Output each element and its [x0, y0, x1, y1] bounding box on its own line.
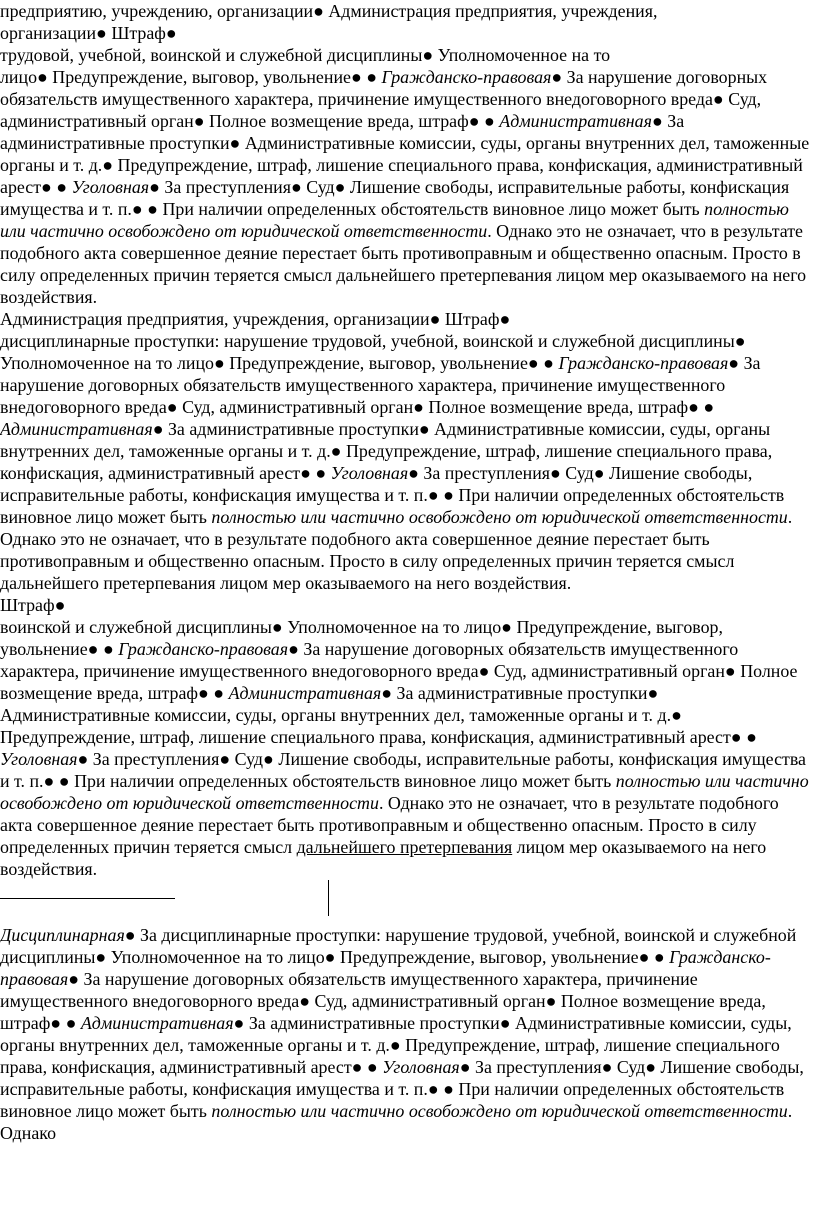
criminal-liability-term: Уголовная [382, 1057, 460, 1077]
civil-liability-term: Гражданско-правовая [118, 639, 289, 659]
paragraph-3-text: . Однако это не означает, что в результате подобного акта совершенное деяние перестает быть противоправным и общественно опасным. Просто в силу определенных причин теряется смысл [0, 793, 779, 857]
footnote-divider [0, 880, 812, 924]
paragraph-3-text: ● За административные проступки● Административные комиссии, суды, органы внутренних дел, таможенные органы и т. д.● Предупреждение, штраф, лишение специального права, конфискация, административный арест● ● [0, 683, 757, 747]
exemption-phrase: полностью или частично освобождено от юридической ответственности [0, 199, 789, 241]
paragraph-2-text: ● За нарушение договорных обязательств имущественного характера, причинение имущественного внедоговорного вреда● Суд, административный орган● Полное возмещение вреда, штраф● ● [0, 353, 761, 417]
paragraph-1-line-1: предприятию, учреждению, организации● Администрация предприятия, учреждения, [0, 1, 658, 21]
paragraph-4-text: ● За дисциплинарные проступки: нарушение трудовой, учебной, воинской и служебной дисциплины● Уполномоченное на то лицо● Предупреждение, выговор, увольнение● ● [0, 925, 797, 967]
paragraph-4-text: ● За преступления● Суд● Лишение свободы, исправительные работы, конфискация имущества и т. п.● ● При наличии определенных обстоятельств виновное лицо может быть [0, 1057, 804, 1121]
administrative-liability-term: Административная [499, 111, 652, 131]
paragraph-3-text: ● За нарушение договорных обязательств имущественного характера, причинение имущественного внедоговорного вреда● Суд, административный орган● Полное возмещение вреда, штраф● ● [0, 639, 798, 703]
civil-liability-term: Гражданско-правовая [0, 947, 771, 989]
paragraph-2-text: ● За административные проступки● Административные комиссии, суды, органы внутренних дел, таможенные органы и т. д.● Предупреждение, штраф, лишение специального права, конфискация, административный арест● ● [0, 419, 773, 483]
paragraph-2 [0, 308, 812, 594]
paragraph-3-text: лицом мер оказываемого на него воздействия. [0, 837, 767, 879]
paragraph-1-text: . Однако это не означает, что в результате подобного акта совершенное деяние перестает быть противоправным и общественно опасным. Просто в силу определенных причин теряется смысл дальнейшего претерпевания лицом мер оказываемого на него воздействия. [0, 221, 807, 307]
paragraph-3-text: воинской и служебной дисциплины● Уполномоченное на то лицо● Предупреждение, выговор, увольнение● ● [0, 617, 723, 659]
criminal-liability-term: Уголовная [330, 463, 409, 483]
paragraph-4-text: ● За административные проступки● Административные комиссии, суды, органы внутренних дел, таможенные органы и т. д.● Предупреждение, штраф, лишение специального права, конфискация, административный арест● ● [0, 1013, 792, 1077]
paragraph-1-text: ● За административные проступки● Административные комиссии, суды, органы внутренних дел, таможенные органы и т. д.● Предупреждение, штраф, лишение специального права, конфискация, административный арест● ● [0, 111, 810, 197]
paragraph-1-line-2: организации● Штраф● [0, 23, 177, 43]
civil-liability-term: Гражданско-правовая [381, 67, 552, 87]
footnote-rule-line [0, 898, 175, 899]
paragraph-4 [0, 924, 812, 1144]
exemption-phrase: полностью или частично освобождено от юридической ответственности [211, 507, 788, 527]
paragraph-1-text: ● За преступления● Суд● Лишение свободы, исправительные работы, конфискация имущества и т. п.● ● При наличии определенных обстоятельств виновное лицо может быть [0, 177, 790, 219]
paragraph-2-text: ● За преступления● Суд● Лишение свободы, исправительные работы, конфискация имущества и т. п.● ● При наличии определенных обстоятельств виновное лицо может быть [0, 463, 785, 527]
paragraph-1-line-3: трудовой, учебной, воинской и служебной дисциплины● Уполномоченное на то [0, 45, 611, 65]
administrative-liability-term: Административная [228, 683, 382, 703]
exemption-phrase: полностью или частично освобождено от юридической ответственности [211, 1101, 788, 1121]
vertical-text-cursor [328, 880, 329, 916]
paragraph-4-text: . Однако [0, 1101, 793, 1143]
paragraph-2-text: дисциплинарные проступки: нарушение трудовой, учебной, воинской и служебной дисциплины● Уполномоченное на то лицо● Предупреждение, выговор, увольнение● ● [0, 331, 746, 373]
administrative-liability-term: Административная [0, 419, 153, 439]
paragraph-3-line-1: Штраф● [0, 595, 66, 615]
paragraph-1-text: ● За нарушение договорных обязательств имущественного характера, причинение имущественного внедоговорного вреда● Суд, административный орган● Полное возмещение вреда, штраф● ● [0, 67, 768, 131]
criminal-liability-term: Уголовная [0, 749, 78, 769]
exemption-phrase: полностью или частично освобождено от юридической ответственности [0, 771, 809, 813]
civil-liability-term: Гражданско-правовая [558, 353, 729, 373]
paragraph-4-text: ● За нарушение договорных обязательств имущественного характера, причинение имущественного внедоговорного вреда● Суд, административный орган● Полное возмещение вреда, штраф● ● [0, 969, 766, 1033]
underlined-phrase: дальнейшего претерпевания [296, 837, 513, 857]
paragraph-2-text: . Однако это не означает, что в результате подобного акта совершенное деяние перестает быть противоправным и общественно опасным. Просто в силу определенных причин теряется смысл дальнейшего претерпевания лицом мер оказываемого на него воздействия. [0, 507, 793, 593]
paragraph-3 [0, 594, 812, 880]
criminal-liability-term: Уголовная [71, 177, 150, 197]
paragraph-1-text: лицо● Предупреждение, выговор, увольнение● ● [0, 67, 382, 87]
paragraph-1 [0, 0, 812, 308]
paragraph-3-text: ● За преступления● Суд● Лишение свободы, исправительные работы, конфискация имущества и т. п.● ● При наличии определенных обстоятельств виновное лицо может быть [0, 749, 806, 791]
disciplinary-liability-term: Дисциплинарная [0, 925, 125, 945]
paragraph-2-line-1: Администрация предприятия, учреждения, организации● Штраф● [0, 309, 511, 329]
administrative-liability-term: Административная [80, 1013, 234, 1033]
